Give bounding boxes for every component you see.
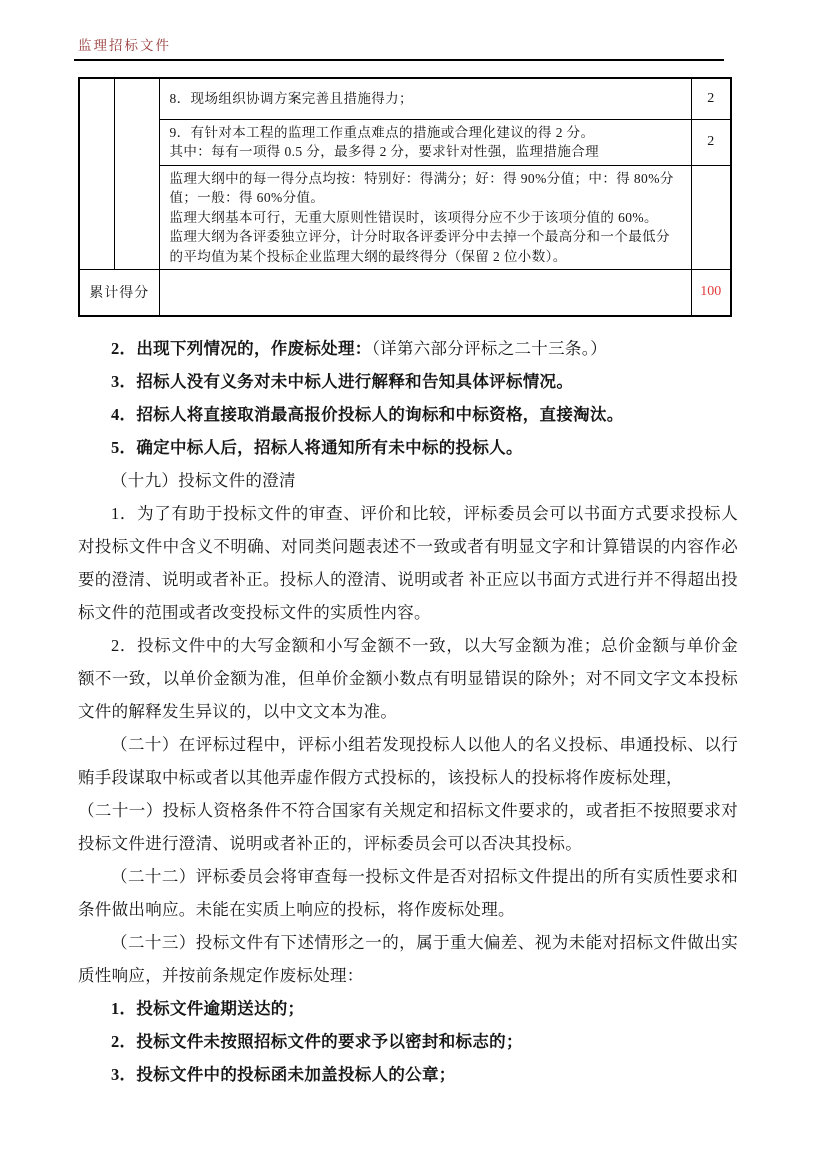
document-body <box>78 332 738 1091</box>
criteria-cell <box>159 165 691 270</box>
bold-list-item-1: 1．投标文件逾期送达的； <box>111 998 305 1018</box>
score-cell: 2 <box>691 119 731 165</box>
criteria-cell <box>159 119 691 165</box>
table-row <box>79 165 731 270</box>
empty-left-cell-2 <box>114 78 159 270</box>
criteria-line: 9．有针对本工程的监理工作重点难点的措施或合理化建议的得 2 分。 <box>169 124 595 140</box>
criteria-line: 监理大纲中的每一得分点均按：特别好：得满分；好：得 90%分值；中：得 80%分值；一般：得 60%分值。 <box>169 170 674 205</box>
header-title: 监理招标文件 <box>78 38 171 53</box>
table-row <box>79 78 731 119</box>
criteria-line: 其中：每有一项得 0.5 分，最多得 2 分，要求针对性强，监理措施合理 <box>169 144 600 159</box>
table-row-total <box>79 270 731 316</box>
bold-list-item-2: 2．投标文件未按照招标文件的要求予以密封和标志的； <box>111 1031 523 1051</box>
bold-clause-5: 5．确定中标人后，招标人将通知所有未中标的投标人。 <box>111 437 523 457</box>
score-cell: 2 <box>691 78 731 119</box>
score-cell <box>691 165 731 270</box>
criteria-line: 监理大纲为各评委独立评分，计分时取各评委评分中去掉一个最高分和一个最低分的平均值为某个投标企业监理大纲的最终得分（保留 2 位小数）。 <box>169 229 670 264</box>
paragraph-19-1: 1．为了有助于投标文件的审查、评价和比较，评标委员会可以书面方式要求投标人对投标文件中含义不明确、对同类问题表述不一致或者有明显文字和计算错误的内容作必要的澄清、说明或者补正。投标人的澄清、说明或者 补正应以书面方式进行并不得超出投标文件的范围或者改变投标文件的实质性内容。 <box>78 503 738 622</box>
total-score-cell: 100 <box>691 270 731 316</box>
paragraph-19-2: 2．投标文件中的大写金额和小写金额不一致，以大写金额为准；总价金额与单价金额不一致，以单价金额为准，但单价金额小数点有明显错误的除外；对不同文字文本投标文件的解释发生异议的，以中文文本为准。 <box>78 635 738 721</box>
bold-list-item-3: 3．投标文件中的投标函未加盖投标人的公章； <box>111 1064 456 1084</box>
criteria-cell <box>159 78 691 119</box>
paragraph-21: （二十一）投标人资格条件不符合国家有关规定和招标文件要求的，或者拒不按照要求对投标文件进行澄清、说明或者补正的，评标委员会可以否决其投标。 <box>78 800 738 853</box>
paragraph-23: （二十三）投标文件有下述情形之一的，属于重大偏差、视为未能对招标文件做出实质性响应，并按前条规定作废标处理： <box>78 932 738 985</box>
table-row <box>79 119 731 165</box>
paragraph-20: （二十）在评标过程中，评标小组若发现投标人以他人的名义投标、串通投标、以行贿手段谋取中标或者以其他弄虚作假方式投标的，该投标人的投标将作废标处理， <box>78 734 738 787</box>
header-rule <box>74 59 724 61</box>
total-label-cell: 累计得分 <box>79 270 159 316</box>
bold-clause-3: 3．招标人没有义务对未中标人进行解释和告知具体评标情况。 <box>111 371 574 391</box>
paragraph-22: （二十二）评标委员会将审查每一投标文件是否对招标文件提出的所有实质性要求和条件做出响应。未能在实质上响应的投标，将作废标处理。 <box>78 866 738 919</box>
total-empty-cell <box>159 270 691 316</box>
page-header <box>78 38 738 54</box>
scoring-table <box>78 77 732 317</box>
bold-clause-4: 4．招标人将直接取消最高报价投标人的询标和中标资格，直接淘汰。 <box>111 404 624 424</box>
bold-clause-2: 2．出现下列情况的，作废标处理：（详第六部分评标之二十三条。） <box>111 338 608 358</box>
empty-left-cell-1 <box>79 78 114 270</box>
section-heading-19: （十九）投标文件的澄清 <box>111 470 296 490</box>
criteria-line: 8．现场组织协调方案完善且措施得力； <box>169 91 413 106</box>
criteria-line: 监理大纲基本可行，无重大原则性错误时，该项得分应不少于该项分值的 60%。 <box>169 209 658 225</box>
